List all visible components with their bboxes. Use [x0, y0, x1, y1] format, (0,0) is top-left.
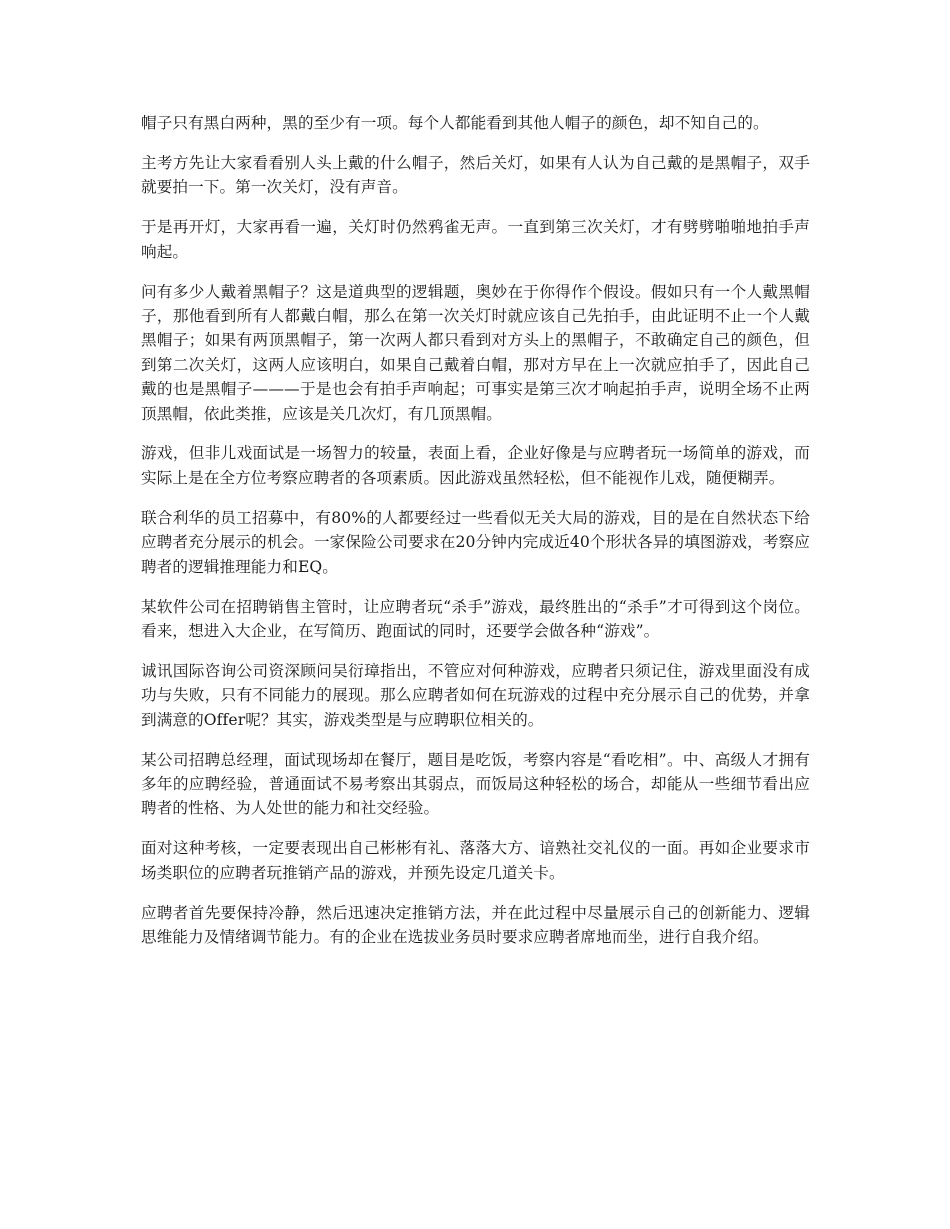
paragraph-4: 问有多少人戴着黑帽子？这是道典型的逻辑题，奥妙在于你得作个假设。假如只有一个人戴黑帽子，那他看到所有人都戴白帽，那么在第一次关灯时就应该自己先拍手，由此证明不止一个人戴黑帽子；如果有两顶黑帽子，第一次两人都只看到对方头上的黑帽子，不敢确定自己的颜色，但到第二次关灯，这两人应该明白，如果自己戴着白帽，那对方早在上一次就应拍手了，因此自己戴的也是黑帽子———于是也会有拍手声响起；可事实是第三次才响起拍手声，说明全场不止两顶黑帽，依此类推，应该是关几次灯，有几顶黑帽。	[141, 282, 810, 423]
paragraph-1: 帽子只有黑白两种，黑的至少有一项。每个人都能看到其他人帽子的颜色，却不知自己的。	[141, 114, 769, 132]
paragraph-3: 于是再开灯，大家再看一遍，关灯时仍然鸦雀无声。一直到第三次关灯，才有劈劈啪啪地拍手声响起。	[141, 218, 810, 261]
paragraph-7: 某软件公司在招聘销售主管时，让应聘者玩“杀手”游戏，最终胜出的“杀手”才可得到这个岗位。看来，想进入大企业，在写简历、跑面试的同时，还要学会做各种“游戏”。	[141, 597, 810, 640]
paragraph-5: 游戏，但非儿戏面试是一场智力的较量，表面上看，企业好像是与应聘者玩一场简单的游戏，而实际上是在全方位考察应聘者的各项素质。因此游戏虽然轻松，但不能视作儿戏，随便糊弄。	[141, 444, 810, 487]
paragraph-2: 主考方先让大家看看别人头上戴的什么帽子，然后关灯，如果有人认为自己戴的是黑帽子，双手就要拍一下。第一次关灯，没有声音。	[141, 153, 810, 197]
paragraph-11: 应聘者首先要保持冷静，然后迅速决定推销方法，并在此过程中尽量展示自己的创新能力、逻辑思维能力及情绪调节能力。有的企业在选拔业务员时要求应聘者席地而坐，进行自我介绍。	[141, 903, 810, 946]
paragraph-10: 面对这种考核，一定要表现出自己彬彬有礼、落落大方、谙熟社交礼仪的一面。再如企业要求市场类职位的应聘者玩推销产品的游戏，并预先设定几道关卡。	[141, 839, 810, 882]
paragraph-6: 联合利华的员工招募中，有80%的人都要经过一些看似无关大局的游戏，目的是在自然状态下给应聘者充分展示的机会。一家保险公司要求在20分钟内完成近40个形状各异的填图游戏，考察应聘者的逻辑推理能力和EQ。	[141, 508, 810, 576]
paragraph-9: 某公司招聘总经理，面试现场却在餐厅，题目是吃饭，考察内容是“看吃相”。中、高级人才拥有多年的应聘经验，普通面试不易考察出其弱点，而饭局这种轻松的场合，却能从一些细节看出应聘者的性格、为人处世的能力和社交经验。	[141, 750, 810, 818]
paragraph-8: 诚讯国际咨询公司资深顾问吴衍璋指出，不管应对何种游戏，应聘者只须记住，游戏里面没有成功与失败，只有不同能力的展现。那么应聘者如何在玩游戏的过程中充分展示自己的优势，并拿到满意的Offer呢？其实，游戏类型是与应聘职位相关的。	[141, 661, 810, 729]
document-body	[141, 111, 810, 965]
